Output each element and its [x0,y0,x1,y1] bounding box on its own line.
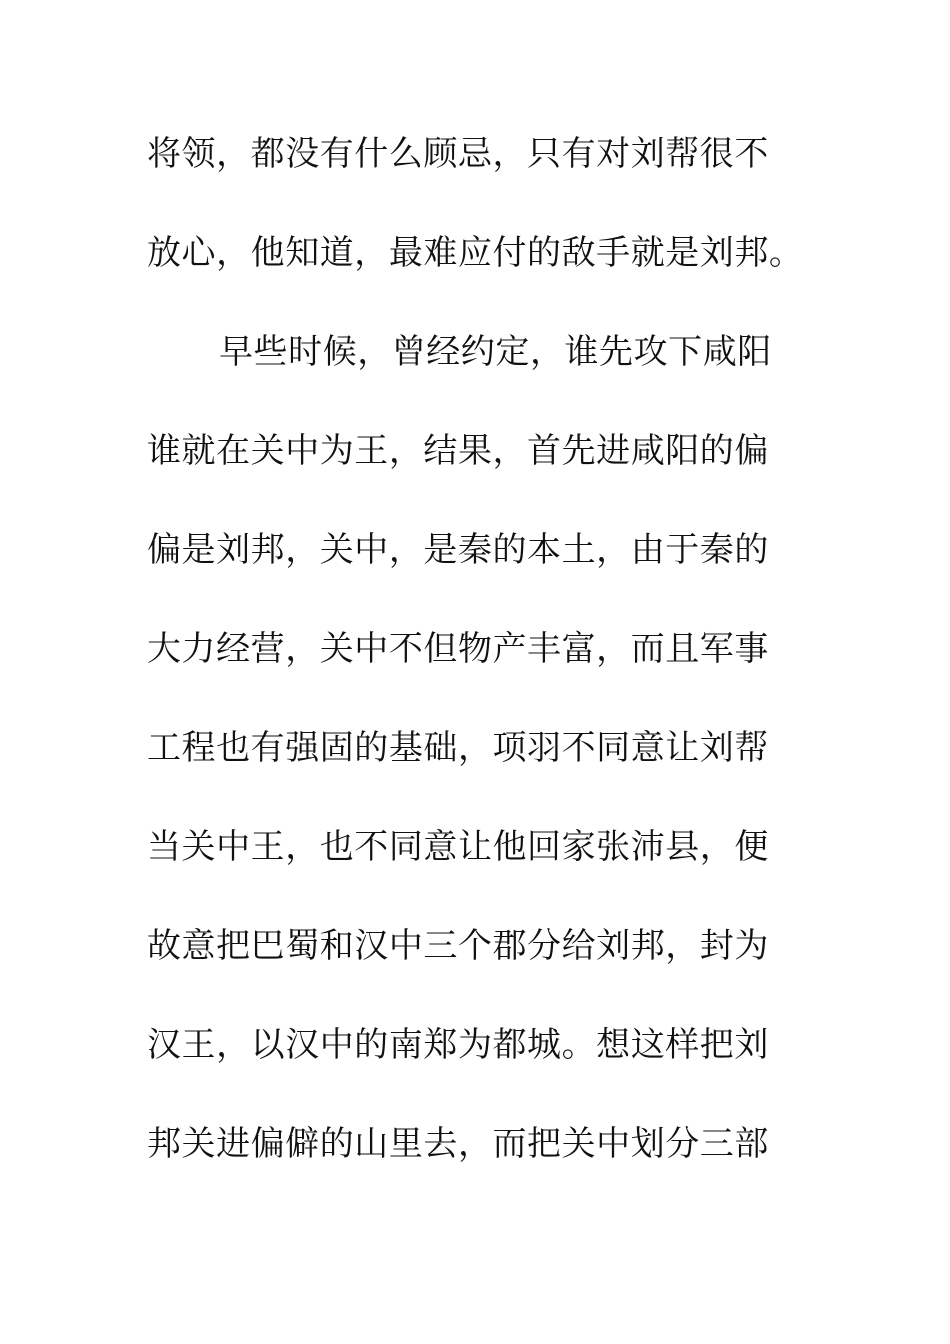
text-line-7: 工程也有强固的基础，项羽不同意让刘帮 [147,728,769,768]
text-line-6: 大力经营，关中不但物产丰富，而且军事 [147,629,769,669]
text-line-10: 汉王，以汉中的南郑为都城。想这样把刘 [147,1025,769,1065]
text-line-4: 谁就在关中为王，结果，首先进咸阳的偏 [147,431,769,471]
text-line-1: 将领，都没有什么顾忌，只有对刘帮很不 [147,134,769,174]
paragraph-start-line: 早些时候，曾经约定，谁先攻下咸阳 [219,332,772,372]
text-line-5: 偏是刘邦，关中，是秦的本土，由于秦的 [147,530,769,570]
text-line-9: 故意把巴蜀和汉中三个郡分给刘邦，封为 [147,926,769,966]
text-line-8: 当关中王，也不同意让他回家张沛县，便 [147,827,769,867]
text-line-2: 放心，他知道，最难应付的敌手就是刘邦。 [147,233,804,273]
text-line-11: 邦关进偏僻的山里去，而把关中划分三部 [147,1124,769,1164]
